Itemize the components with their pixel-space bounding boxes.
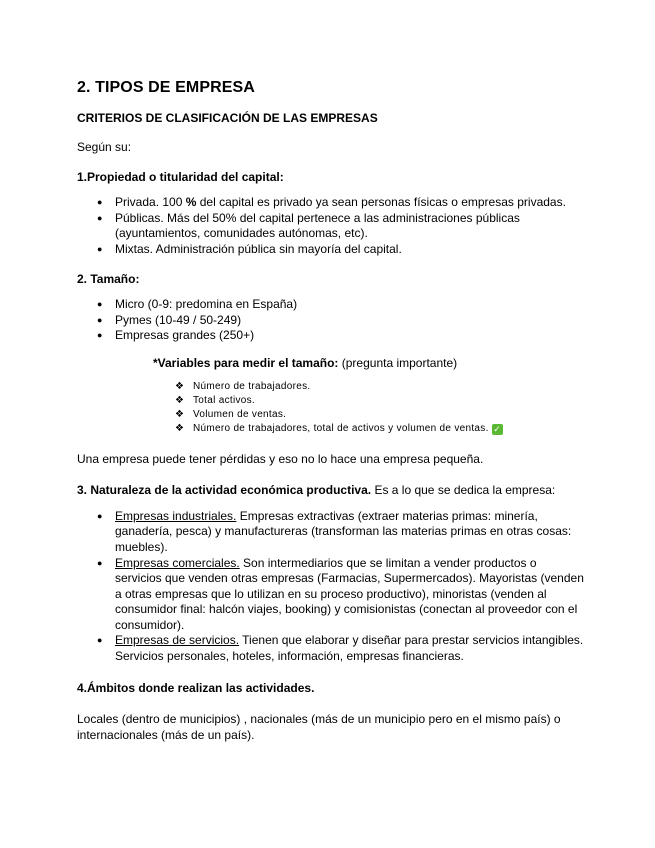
check-mark-icon: ✓ bbox=[493, 423, 502, 434]
list-item: ● Privada. 100 % del capital es privado ya sean personas físicas o empresas privadas. bbox=[115, 195, 585, 211]
list-item: ● Empresas grandes (250+) bbox=[115, 328, 585, 344]
s2-heading: 2. Tamaño: bbox=[77, 271, 140, 286]
variables-list bbox=[175, 380, 585, 436]
list-item: ● Públicas. Más del 50% del capital pertenece a las administraciones públicas (ayuntamientos, comunidades autónomas, etc). bbox=[115, 211, 585, 242]
list-item: ● Mixtas. Administración pública sin mayoría del capital. bbox=[115, 242, 585, 258]
list-item: ● Empresas de servicios. Tienen que elaborar y diseñar para prestar servicios intangibles. Servicios personales, hoteles, información, empresas financieras. bbox=[115, 633, 585, 664]
s4-heading: 4.Ámbitos donde realizan las actividades. bbox=[77, 680, 315, 695]
list-item: ❖ Total activos. bbox=[175, 394, 256, 406]
diamond-bullet-icon: ❖ bbox=[175, 422, 185, 434]
s4-text: Locales (dentro de municipios) , nacionales (más de un municipio pero en el mismo país) o internacionales (más de un país). bbox=[77, 712, 561, 742]
list-item: ❖ Número de trabajadores. bbox=[175, 380, 311, 392]
s1-list bbox=[77, 195, 585, 257]
list-item: ❖ Volumen de ventas. bbox=[175, 408, 287, 420]
list-item: ● Empresas comerciales. Son intermediarios que se limitan a vender productos o servicios que venden otras empresas (Farmacias, Supermercados). Mayoristas (venden a otras empresas que lo utilizan en su proceso productivo), minoristas (venden al consumidor final: halcón viajes, booking) y comisionistas (conectan al proveedor con el consumidor). bbox=[115, 556, 585, 634]
s2-list bbox=[77, 297, 585, 344]
list-item: ❖ Número de trabajadores, total de activos y volumen de ventas. ✓ bbox=[175, 422, 502, 434]
s3-list bbox=[77, 509, 585, 665]
s1-heading: 1.Propiedad o titularidad del capital: bbox=[77, 169, 284, 184]
intro-text: Según su: bbox=[77, 140, 132, 154]
diamond-bullet-icon: ❖ bbox=[175, 380, 185, 392]
list-item: ● Micro (0-9: predomina en España) bbox=[115, 297, 585, 313]
list-item: ● Empresas industriales. Empresas extractivas (extraer materias primas: minería, ganadería, pesca) y manufactureras (transforman las materias primas en otras cosas: muebles). bbox=[115, 509, 585, 556]
page-title: 2. TIPOS DE EMPRESA bbox=[77, 79, 255, 96]
diamond-bullet-icon: ❖ bbox=[175, 408, 185, 420]
diamond-bullet-icon: ❖ bbox=[175, 394, 185, 406]
list-item: ● Pymes (10-49 / 50-249) bbox=[115, 313, 585, 329]
section-subtitle: CRITERIOS DE CLASIFICACIÓN DE LAS EMPRESAS bbox=[77, 111, 378, 125]
variables-title: *Variables para medir el tamaño: (pregunta importante) bbox=[153, 355, 458, 370]
s3-heading: 3. Naturaleza de la actividad económica productiva. Es a lo que se dedica la empresa: bbox=[77, 483, 556, 498]
note-text: Una empresa puede tener pérdidas y eso no lo hace una empresa pequeña. bbox=[77, 451, 484, 466]
